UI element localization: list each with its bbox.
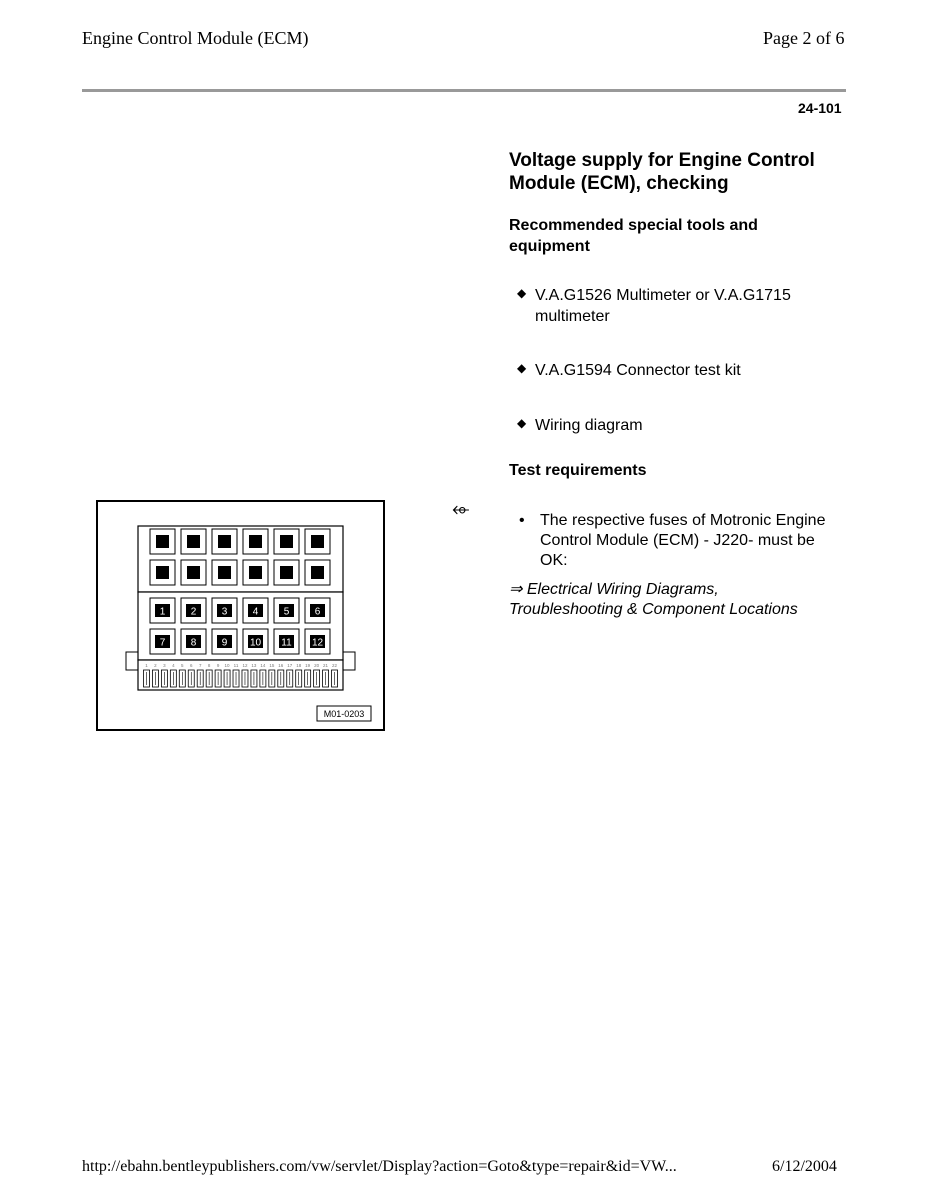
header-page-count: Page 2 of 6	[763, 28, 845, 48]
terminal-number: 20	[314, 663, 320, 668]
connector-figure	[96, 500, 385, 731]
tool-item	[517, 415, 837, 436]
terminal-number: 6	[189, 663, 193, 668]
footer-date: 6/12/2004	[772, 1158, 837, 1175]
requirement-text: The respective fuses of Motronic Engine Control Module (ECM) - J220- must be OK:	[540, 512, 826, 569]
socket-contact	[156, 535, 169, 548]
terminal-number: 9	[216, 663, 220, 668]
terminal-number: 15	[269, 663, 275, 668]
terminal-number: 7	[198, 663, 202, 668]
fuse-number: 11	[281, 637, 292, 649]
terminal-number: 11	[233, 663, 239, 668]
socket-contact	[311, 535, 324, 548]
socket-contact	[249, 535, 262, 548]
fuse-number: 10	[249, 637, 262, 649]
socket-contact	[187, 535, 200, 548]
socket-contact	[311, 566, 324, 579]
socket-contact	[156, 566, 169, 579]
wiring-diagram-link[interactable]: ⇒ Electrical Wiring Diagrams, Troubleshooting & Component Locations	[509, 581, 798, 618]
footer-url: http://ebahn.bentleypublishers.com/vw/servlet/Display?action=Goto&type=repair&id=VW...	[82, 1158, 677, 1175]
terminal-number: 4	[172, 663, 175, 668]
figure-pointer-icon: ⬰	[452, 496, 470, 521]
terminal-number: 22	[332, 663, 338, 668]
header-rule	[82, 89, 846, 92]
diamond-bullet-icon: ◆	[517, 416, 527, 430]
terminal-number: 3	[163, 663, 166, 668]
socket-contact	[249, 566, 262, 579]
tools-heading: Recommended special tools and equipment	[509, 217, 758, 255]
fuse-number: 6	[314, 606, 321, 618]
socket-contact	[218, 566, 231, 579]
fuse-number: 4	[252, 606, 259, 618]
fuse-number: 9	[221, 637, 228, 649]
socket-contact	[280, 566, 293, 579]
connector-diagram	[98, 502, 383, 729]
terminal-number: 8	[207, 663, 211, 668]
page-number: 24-101	[798, 100, 842, 116]
section-title: Voltage supply for Engine Control Module (ECM), checking	[509, 150, 815, 194]
tool-item-text: Wiring diagram	[535, 417, 643, 434]
fuse-number: 5	[283, 606, 290, 618]
fuse-number: 12	[311, 637, 324, 649]
terminal-number: 13	[251, 663, 257, 668]
diamond-bullet-icon: ◆	[517, 361, 527, 375]
terminal-number: 18	[296, 663, 302, 668]
socket-contact	[187, 566, 200, 579]
tool-item-text: V.A.G1594 Connector test kit	[535, 362, 741, 379]
socket-contact	[280, 535, 293, 548]
terminal-number: 12	[242, 663, 248, 668]
fuse-number: 7	[159, 637, 166, 649]
figure-label: M01-0203	[323, 709, 365, 719]
terminal-number: 1	[145, 663, 148, 668]
terminal-number: 19	[305, 663, 311, 668]
fuse-number: 3	[221, 606, 228, 618]
terminal-number: 2	[154, 663, 157, 668]
tool-item-text: V.A.G1526 Multimeter or V.A.G1715 multimeter	[535, 287, 791, 325]
terminal-number: 10	[224, 663, 230, 668]
terminal-number: 14	[260, 663, 266, 668]
terminal-number: 5	[181, 663, 184, 668]
terminal-number: 17	[287, 663, 293, 668]
tool-item	[517, 360, 837, 381]
terminal-number: 16	[278, 663, 284, 668]
header-title: Engine Control Module (ECM)	[82, 28, 309, 48]
terminal-number: 21	[323, 663, 329, 668]
diamond-bullet-icon: ◆	[517, 286, 527, 300]
test-requirements-heading: Test requirements	[509, 462, 647, 479]
fuse-number: 8	[190, 637, 197, 649]
bullet-dot-icon: •	[519, 512, 525, 529]
socket-contact	[218, 535, 231, 548]
fuse-number: 2	[190, 606, 197, 618]
fuse-number: 1	[159, 606, 166, 618]
requirement-bullet	[519, 511, 829, 571]
tool-item	[517, 285, 837, 327]
